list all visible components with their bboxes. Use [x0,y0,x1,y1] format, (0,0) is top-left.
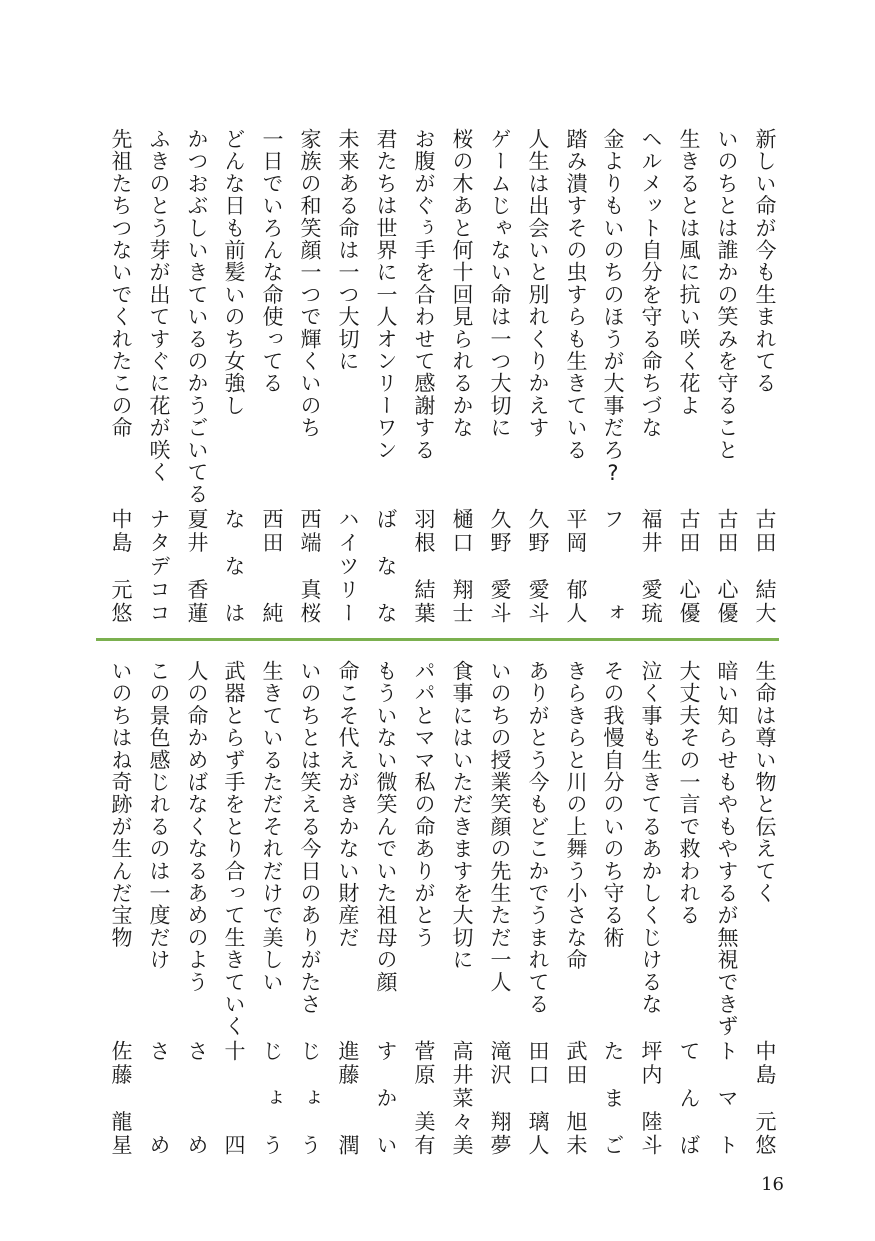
bottom-poem-author: ト マ ト [715,1040,739,1155]
bottom-poem-line: いのちとは笑える今日のありがたさ [298,660,322,1016]
bottom-poem-line: 暗い知らせもやもやするが無視できず [715,660,739,1038]
top-poem-line: 生きるとは風に抗い咲く花よ [677,128,701,417]
top-poem-author: 古田 心優 [715,508,739,623]
top-poem-author: 久野 愛斗 [488,508,512,623]
bottom-poem-author: 田口 璃人 [526,1040,550,1155]
top-poem-line: お腹がぐぅ手を合わせて感謝する [412,128,436,461]
bottom-poem-line: 命こそ代えがきかない財産だ [336,660,360,949]
top-poem-author: 古田 心優 [677,508,701,623]
bottom-poem-line: きらきらと川の上舞う小さな命 [564,660,588,971]
bottom-poem-line: 生命は尊い物と伝えてく [753,660,777,905]
top-poem-author: ば な な [374,508,398,623]
top-poem-author: ナタデココ [147,508,171,623]
top-poem-author: ハイツリー [336,508,360,623]
bottom-poem-line: 食事にはいただきますを大切に [450,660,474,971]
top-poem-line: かつおぶしいきているのかうごいてる [185,128,209,506]
top-poem-line: いのちとは誰かの笑みを守ること [715,128,739,461]
top-poem-author: 夏井 香蓮 [185,508,209,623]
page-number: 16 [761,1174,784,1195]
top-poem-author: 羽根 結葉 [412,508,436,623]
top-poem-author: 中島 元悠 [109,508,133,623]
top-poem-line: 桜の木あと何十回見られるかな [450,128,474,439]
top-poem-line: ゲームじゃない命は一つ大切に [488,128,512,439]
bottom-poem-author: 滝沢 翔夢 [488,1040,512,1155]
top-poem-author: 西田 純 [260,508,284,623]
top-poem-author: 福井 愛琉 [639,508,663,623]
top-poem-line: ヘルメット自分を守る命ちづな [639,128,663,439]
top-poem-line: 家族の和笑顔一つで輝くいのち [298,128,322,439]
bottom-poem-line: もういない微笑んでいた祖母の顔 [374,660,398,993]
bottom-poem-author: た ま ご [601,1040,625,1155]
top-poem-author: フ ォ [601,508,625,623]
bottom-poem-author: 坪内 陸斗 [639,1040,663,1155]
bottom-poem-author: さ め [147,1040,171,1155]
top-poem-author: 久野 愛斗 [526,508,550,623]
bottom-poem-author: す か い [374,1040,398,1155]
bottom-poem-author: 中島 元悠 [753,1040,777,1155]
bottom-poem-author: じょう [298,1040,322,1155]
section-divider [96,638,779,641]
bottom-poem-line: この景色感じれるのは一度だけ [147,660,171,971]
bottom-poem-line: 大丈夫その一言で救われる [677,660,701,927]
bottom-poem-author: じょう [260,1040,284,1155]
bottom-poem-line: 生きているただそれだけで美しい [260,660,284,993]
top-poem-line: 未来ある命は一つ大切に [336,128,360,373]
bottom-poem-line: 泣く事も生きてるあかしくじけるな [639,660,663,1016]
bottom-poem-author: 十 四 [222,1040,246,1155]
bottom-poem-line: いのちはね奇跡が生んだ宝物 [109,660,133,949]
bottom-poem-author: 高井菜々美 [450,1040,474,1155]
bottom-poem-line: いのちの授業笑顔の先生ただ一人 [488,660,512,993]
top-poem-author: 古田 結大 [753,508,777,623]
top-poem-line: 人生は出会いと別れくりかえす [526,128,550,439]
bottom-poem-line: 武器とらず手をとり合って生きていく [222,660,246,1038]
top-poem-line: ふきのとう芽が出てすぐに花が咲く [147,128,171,484]
bottom-poem-author: さ め [185,1040,209,1155]
top-poem-line: 踏み潰すその虫すらも生きている [564,128,588,461]
bottom-poem-author: 武田 旭未 [564,1040,588,1155]
bottom-poem-line: 人の命かめばなくなるあめのよう [185,660,209,993]
bottom-poem-line: ありがとう今もどこかでうまれてる [526,660,550,1016]
top-poem-line: 一日でいろんな命使ってる [260,128,284,395]
bottom-poem-author: 菅原 美有 [412,1040,436,1155]
bottom-poem-author: 佐藤 龍星 [109,1040,133,1155]
top-poem-line: 君たちは世界に一人オンリーワン [374,128,398,461]
bottom-poem-author: 進藤 潤 [336,1040,360,1155]
top-poem-line: 新しい命が今も生まれてる [753,128,777,395]
top-poem-line: どんな日も前髪いのち女強し [222,128,246,417]
top-poem-line: 金よりもいのちのほうが大事だろ? [601,128,625,487]
bottom-poem-author: て ん ば [677,1040,701,1155]
top-poem-author: な な は [222,508,246,623]
top-poem-author: 樋口 翔士 [450,508,474,623]
top-poem-line: 先祖たちつないでくれたこの命 [109,128,133,439]
bottom-poem-line: パパとママ私の命ありがとう [412,660,436,949]
bottom-poem-line: その我慢自分のいのち守る術 [601,660,625,949]
top-poem-author: 平岡 郁人 [564,508,588,623]
top-poem-author: 西端 真桜 [298,508,322,623]
